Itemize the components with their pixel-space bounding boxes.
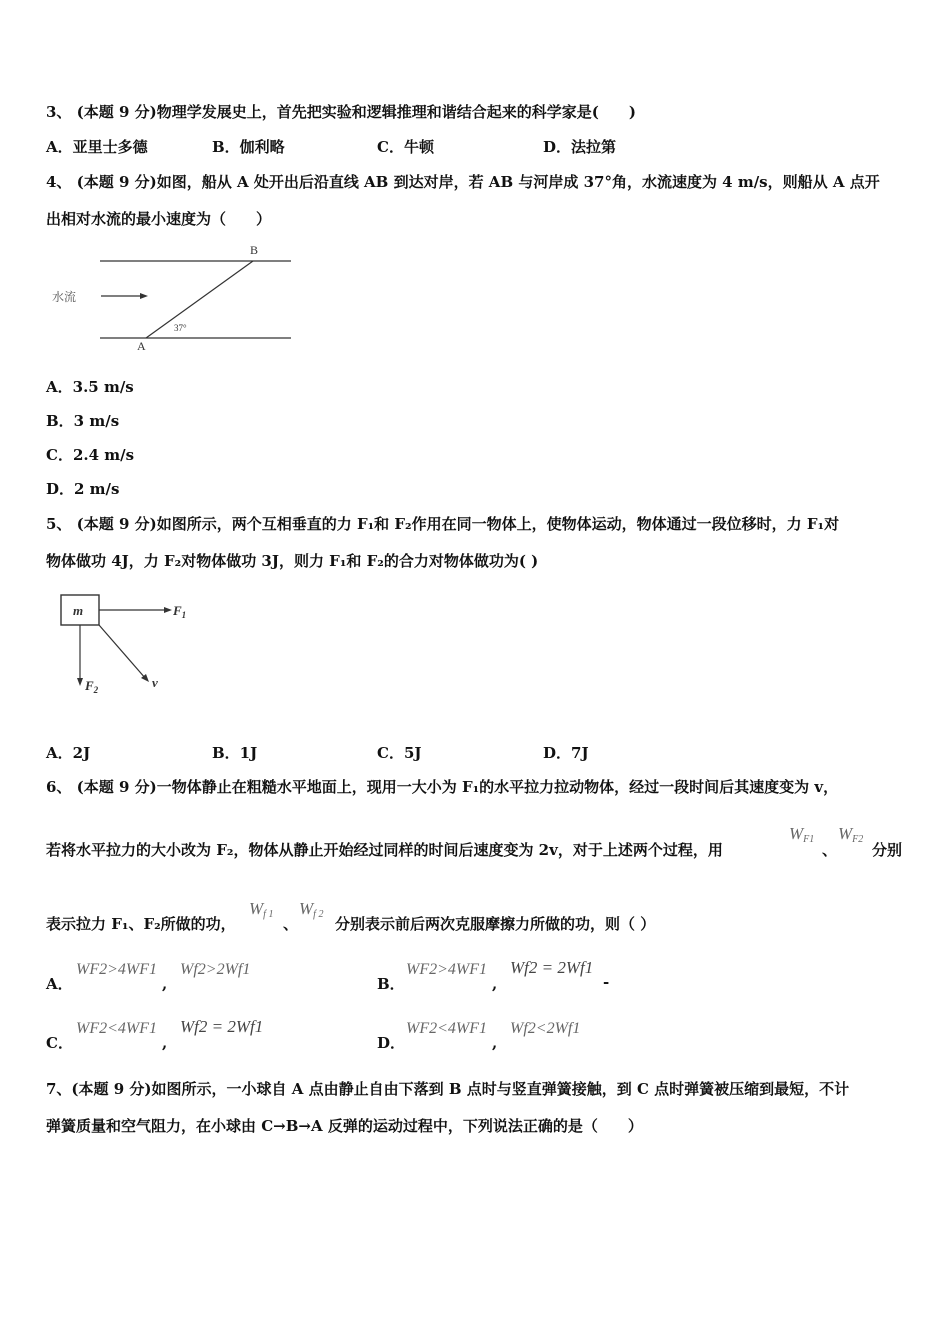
q3-stem: 3、 (本题 9 分)物理学发展史上，首先把实验和逻辑推理和谐结合起来的科学家是( ) — [46, 103, 636, 121]
label-f1-sub: 1 — [181, 610, 187, 620]
q6-option-c-label: C． — [46, 1034, 73, 1052]
label-m: m — [73, 603, 84, 618]
q4-option-b: B．3 m/s — [46, 412, 120, 430]
label-a: A — [137, 339, 146, 353]
q6-w-f1-upper: WF1 — [789, 824, 815, 845]
path-ab — [146, 261, 253, 338]
q6-option-b-comma: , — [492, 975, 498, 993]
q4-river-figure — [46, 238, 306, 354]
q5-force-figure — [56, 590, 206, 700]
q4-option-d: D．2 m/s — [46, 480, 120, 498]
q4-option-a: A．3.5 m/s — [46, 378, 134, 396]
q6-stem-line1: 6、 (本题 9 分)一物体静止在粗糙水平地面上，现用一大小为 F₁的水平拉力拉动物体，经过一段时间后其速度变为 v， — [46, 778, 839, 796]
q6-w-f2-upper: WF2 — [838, 824, 864, 845]
q3-option-a: A．亚里士多德 — [46, 138, 148, 156]
q6-option-d-comma: , — [492, 1034, 498, 1052]
flow-arrow-head — [140, 293, 148, 299]
q6-option-b-math1: WF2>4WF1 — [406, 961, 487, 978]
q6-option-a-math1: WF2>4WF1 — [76, 961, 157, 978]
v-arrow — [99, 625, 146, 679]
q7-stem-line2: 弹簧质量和空气阻力，在小球由 C→B→A 反弹的运动过程中，下列说法正确的是（ ） — [46, 1117, 643, 1135]
q3-option-d: D．法拉第 — [543, 138, 617, 156]
q4-stem-line1: 4、 (本题 9 分)如图，船从 A 处开出后沿直线 AB 到达对岸，若 AB 与河岸成 37°角，水流速度为 4 m/s，则船从 A 点开 — [46, 173, 880, 191]
q6-option-c-comma: , — [162, 1034, 168, 1052]
q6-option-b-tail: - — [603, 973, 610, 991]
q6-option-a-label: A． — [46, 975, 73, 993]
label-flow: 水流 — [52, 290, 77, 304]
q6-option-d-label: D． — [377, 1034, 406, 1052]
q7-stem-line1: 7、(本题 9 分)如图所示，一小球自 A 点由静止自由下落到 B 点时与竖直弹簧接触，到 C 点时弹簧被压缩到最短，不计 — [46, 1080, 850, 1098]
q6-stem-line3-sep: 、 — [283, 915, 299, 933]
q6-stem-line2-sep: 、 — [822, 841, 838, 859]
q6-stem-line3-a: 表示拉力 F₁、F₂所做的功， — [46, 915, 236, 933]
q6-option-b-math2: Wf2 = 2Wf1 — [510, 958, 594, 977]
q3-option-c: C．牛顿 — [377, 138, 434, 156]
label-angle: 37° — [174, 323, 187, 333]
q6-option-c-math1: WF2<4WF1 — [76, 1020, 157, 1037]
label-f1: F — [173, 603, 182, 618]
q5-stem-line1: 5、 (本题 9 分)如图所示，两个互相垂直的力 F₁和 F₂作用在同一物体上，使物体运动，物体通过一段位移时，力 F₁对 — [46, 515, 840, 533]
label-b: B — [250, 243, 259, 257]
q6-w-f2-lower: Wf 2 — [299, 899, 324, 920]
svg-text:F2 — [84, 678, 99, 695]
svg-text:F1 — [172, 603, 186, 620]
q5-option-c: C．5J — [377, 744, 422, 762]
q6-option-d-math2: Wf2<2Wf1 — [510, 1020, 581, 1037]
q3-option-b: B．伽利略 — [212, 138, 285, 156]
q5-option-a: A．2J — [46, 744, 91, 762]
f2-arrow-head — [77, 678, 83, 686]
q6-option-b-label: B． — [377, 975, 405, 993]
q6-stem-line2-a: 若将水平拉力的大小改为 F₂，物体从静止开始经过同样的时间后速度变为 2v，对于上述两个过程，用 — [46, 841, 723, 859]
label-v: v — [152, 675, 158, 690]
q5-option-b: B．1J — [212, 744, 258, 762]
q6-stem-line3-b: 分别表示前后两次克服摩擦力所做的功，则（ ） — [335, 915, 656, 933]
q6-option-c-math2: Wf2 = 2Wf1 — [180, 1017, 264, 1036]
f1-arrow-head — [164, 607, 172, 613]
q6-option-a-math2: Wf2>2Wf1 — [180, 961, 251, 978]
q6-option-d-math1: WF2<4WF1 — [406, 1020, 487, 1037]
q4-stem-line2: 出相对水流的最小速度为（ ） — [46, 210, 272, 228]
q6-option-a-comma: , — [162, 975, 168, 993]
q5-option-d: D．7J — [543, 744, 589, 762]
q5-stem-line2: 物体做功 4J，力 F₂对物体做功 3J，则力 F₁和 F₂的合力对物体做功为( ) — [46, 552, 539, 570]
q6-stem-line2-b: 分别 — [872, 841, 903, 859]
label-f2: F — [85, 678, 94, 693]
q6-w-f1-lower: Wf 1 — [249, 899, 274, 920]
q4-option-c: C．2.4 m/s — [46, 446, 135, 464]
label-f2-sub: 2 — [93, 685, 99, 695]
